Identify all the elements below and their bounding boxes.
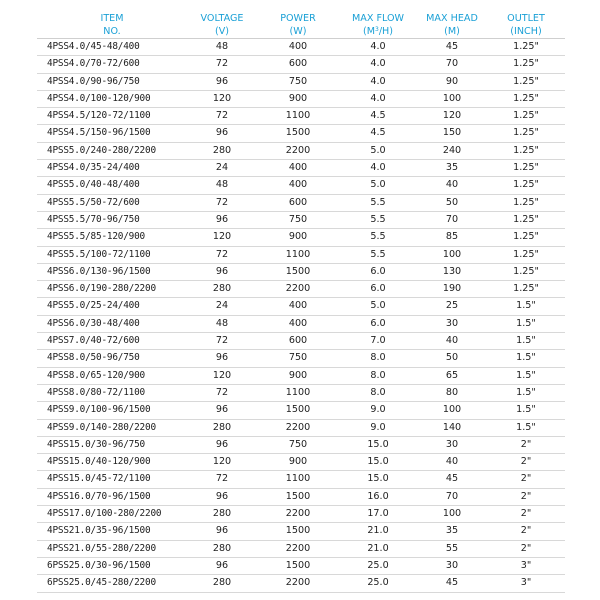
cell-item-no: 4PSS4.0/90-96/750 bbox=[37, 73, 187, 90]
table-row bbox=[37, 39, 565, 56]
cell-item-no: 4PSS5.0/25-24/400 bbox=[37, 298, 187, 315]
cell-item-no: 6PSS25.0/30-96/1500 bbox=[37, 557, 187, 574]
header-max-flow: MAX FLOW bbox=[351, 13, 405, 24]
cell-outlet: 1.5" bbox=[487, 419, 565, 436]
cell-max-head: 40 bbox=[417, 333, 487, 350]
cell-power: 600 bbox=[257, 56, 339, 73]
cell-voltage: 96 bbox=[187, 557, 257, 574]
header-row-2 bbox=[37, 25, 565, 39]
cell-max-flow: 15.0 bbox=[339, 471, 417, 488]
cell-voltage: 120 bbox=[187, 90, 257, 107]
cell-max-flow: 5.5 bbox=[339, 211, 417, 228]
cell-outlet: 1.25" bbox=[487, 281, 565, 298]
cell-voltage: 120 bbox=[187, 229, 257, 246]
cell-voltage: 96 bbox=[187, 263, 257, 280]
table-row bbox=[37, 177, 565, 194]
cell-item-no: 4PSS9.0/140-280/2200 bbox=[37, 419, 187, 436]
cell-max-head: 100 bbox=[417, 402, 487, 419]
cell-voltage: 72 bbox=[187, 333, 257, 350]
cell-max-head: 70 bbox=[417, 56, 487, 73]
table-row bbox=[37, 142, 565, 159]
cell-outlet: 1.25" bbox=[487, 90, 565, 107]
cell-outlet: 3" bbox=[487, 557, 565, 574]
header-max-head: MAX HEAD bbox=[426, 13, 478, 24]
cell-power: 750 bbox=[257, 350, 339, 367]
cell-item-no: 4PSS9.0/100-96/1500 bbox=[37, 402, 187, 419]
cell-max-flow: 5.0 bbox=[339, 298, 417, 315]
cell-max-flow: 4.0 bbox=[339, 90, 417, 107]
cell-max-flow: 6.0 bbox=[339, 263, 417, 280]
cell-max-head: 140 bbox=[417, 419, 487, 436]
cell-outlet: 1.25" bbox=[487, 194, 565, 211]
cell-voltage: 120 bbox=[187, 367, 257, 384]
cell-item-no: 4PSS8.0/50-96/750 bbox=[37, 350, 187, 367]
cell-voltage: 96 bbox=[187, 488, 257, 505]
cell-outlet: 1.5" bbox=[487, 333, 565, 350]
cell-outlet: 1.25" bbox=[487, 177, 565, 194]
header-power-unit: (W) bbox=[257, 25, 339, 39]
cell-voltage: 280 bbox=[187, 506, 257, 523]
cell-max-flow: 6.0 bbox=[339, 315, 417, 332]
cell-item-no: 4PSS4.0/70-72/600 bbox=[37, 56, 187, 73]
cell-max-head: 100 bbox=[417, 506, 487, 523]
cell-outlet: 2" bbox=[487, 471, 565, 488]
cell-max-head: 45 bbox=[417, 39, 487, 56]
cell-voltage: 96 bbox=[187, 402, 257, 419]
cell-power: 600 bbox=[257, 333, 339, 350]
cell-power: 750 bbox=[257, 436, 339, 453]
cell-voltage: 72 bbox=[187, 384, 257, 401]
pump-spec-table bbox=[37, 12, 565, 593]
cell-item-no: 4PSS7.0/40-72/600 bbox=[37, 333, 187, 350]
table-row bbox=[37, 125, 565, 142]
cell-outlet: 1.25" bbox=[487, 263, 565, 280]
table-row bbox=[37, 402, 565, 419]
table-row bbox=[37, 488, 565, 505]
cell-voltage: 120 bbox=[187, 454, 257, 471]
cell-power: 2200 bbox=[257, 540, 339, 557]
cell-power: 1100 bbox=[257, 471, 339, 488]
table-row bbox=[37, 350, 565, 367]
cell-outlet: 1.25" bbox=[487, 142, 565, 159]
table-row bbox=[37, 108, 565, 125]
cell-max-flow: 4.0 bbox=[339, 73, 417, 90]
cell-max-flow: 9.0 bbox=[339, 419, 417, 436]
cell-power: 1500 bbox=[257, 557, 339, 574]
cell-max-head: 70 bbox=[417, 488, 487, 505]
cell-item-no: 4PSS21.0/55-280/2200 bbox=[37, 540, 187, 557]
cell-power: 1500 bbox=[257, 263, 339, 280]
cell-voltage: 48 bbox=[187, 177, 257, 194]
cell-power: 600 bbox=[257, 194, 339, 211]
cell-max-head: 40 bbox=[417, 454, 487, 471]
cell-max-head: 65 bbox=[417, 367, 487, 384]
cell-item-no: 4PSS4.5/150-96/1500 bbox=[37, 125, 187, 142]
cell-power: 1500 bbox=[257, 488, 339, 505]
cell-item-no: 4PSS4.0/35-24/400 bbox=[37, 160, 187, 177]
header-max-head-unit: (M) bbox=[417, 25, 487, 39]
cell-voltage: 72 bbox=[187, 56, 257, 73]
cell-voltage: 96 bbox=[187, 211, 257, 228]
cell-outlet: 1.5" bbox=[487, 367, 565, 384]
cell-power: 1500 bbox=[257, 125, 339, 142]
cell-max-head: 150 bbox=[417, 125, 487, 142]
cell-item-no: 4PSS5.5/85-120/900 bbox=[37, 229, 187, 246]
cell-outlet: 1.25" bbox=[487, 211, 565, 228]
cell-outlet: 1.5" bbox=[487, 402, 565, 419]
cell-max-head: 30 bbox=[417, 436, 487, 453]
cell-outlet: 2" bbox=[487, 436, 565, 453]
table-row bbox=[37, 471, 565, 488]
cell-max-flow: 25.0 bbox=[339, 575, 417, 592]
cell-max-head: 50 bbox=[417, 194, 487, 211]
cell-power: 1500 bbox=[257, 402, 339, 419]
cell-outlet: 1.25" bbox=[487, 246, 565, 263]
cell-voltage: 96 bbox=[187, 523, 257, 540]
cell-max-flow: 5.0 bbox=[339, 177, 417, 194]
cell-power: 1500 bbox=[257, 523, 339, 540]
cell-power: 900 bbox=[257, 90, 339, 107]
cell-item-no: 4PSS5.0/240-280/2200 bbox=[37, 142, 187, 159]
table-row bbox=[37, 90, 565, 107]
cell-max-flow: 5.5 bbox=[339, 194, 417, 211]
cell-max-head: 45 bbox=[417, 471, 487, 488]
cell-max-flow: 5.0 bbox=[339, 142, 417, 159]
cell-item-no: 4PSS6.0/30-48/400 bbox=[37, 315, 187, 332]
cell-voltage: 280 bbox=[187, 142, 257, 159]
header-outlet-unit: (INCH) bbox=[487, 25, 565, 39]
cell-item-no: 4PSS4.5/120-72/1100 bbox=[37, 108, 187, 125]
cell-voltage: 280 bbox=[187, 281, 257, 298]
cell-item-no: 4PSS8.0/65-120/900 bbox=[37, 367, 187, 384]
cell-voltage: 24 bbox=[187, 160, 257, 177]
header-item: ITEM bbox=[100, 13, 124, 24]
cell-max-flow: 6.0 bbox=[339, 281, 417, 298]
cell-max-flow: 4.0 bbox=[339, 39, 417, 56]
cell-outlet: 1.25" bbox=[487, 108, 565, 125]
cell-item-no: 4PSS16.0/70-96/1500 bbox=[37, 488, 187, 505]
cell-max-flow: 16.0 bbox=[339, 488, 417, 505]
cell-max-flow: 4.0 bbox=[339, 56, 417, 73]
cell-power: 400 bbox=[257, 39, 339, 56]
cell-power: 900 bbox=[257, 229, 339, 246]
table-row bbox=[37, 229, 565, 246]
table-row bbox=[37, 298, 565, 315]
table-row bbox=[37, 367, 565, 384]
cell-item-no: 4PSS4.0/100-120/900 bbox=[37, 90, 187, 107]
cell-item-no: 4PSS5.5/70-96/750 bbox=[37, 211, 187, 228]
cell-max-flow: 5.5 bbox=[339, 246, 417, 263]
table-row bbox=[37, 436, 565, 453]
cell-outlet: 1.5" bbox=[487, 384, 565, 401]
cell-outlet: 2" bbox=[487, 488, 565, 505]
table-row bbox=[37, 333, 565, 350]
cell-item-no: 4PSS5.5/100-72/1100 bbox=[37, 246, 187, 263]
cell-max-flow: 21.0 bbox=[339, 523, 417, 540]
cell-max-head: 190 bbox=[417, 281, 487, 298]
cell-max-flow: 8.0 bbox=[339, 350, 417, 367]
cell-outlet: 1.25" bbox=[487, 39, 565, 56]
cell-outlet: 1.25" bbox=[487, 160, 565, 177]
cell-max-head: 30 bbox=[417, 557, 487, 574]
cell-max-head: 80 bbox=[417, 384, 487, 401]
cell-item-no: 4PSS15.0/40-120/900 bbox=[37, 454, 187, 471]
cell-power: 1100 bbox=[257, 384, 339, 401]
cell-voltage: 96 bbox=[187, 73, 257, 90]
cell-power: 400 bbox=[257, 160, 339, 177]
cell-max-head: 90 bbox=[417, 73, 487, 90]
cell-item-no: 4PSS5.5/50-72/600 bbox=[37, 194, 187, 211]
cell-voltage: 280 bbox=[187, 540, 257, 557]
cell-power: 750 bbox=[257, 73, 339, 90]
cell-voltage: 280 bbox=[187, 419, 257, 436]
cell-max-head: 35 bbox=[417, 160, 487, 177]
cell-item-no: 4PSS17.0/100-280/2200 bbox=[37, 506, 187, 523]
table-row bbox=[37, 506, 565, 523]
header-item-unit: NO. bbox=[37, 25, 187, 39]
cell-max-head: 45 bbox=[417, 575, 487, 592]
cell-power: 2200 bbox=[257, 281, 339, 298]
cell-power: 900 bbox=[257, 454, 339, 471]
cell-max-head: 120 bbox=[417, 108, 487, 125]
flow-unit-post: /H) bbox=[378, 26, 394, 37]
table-body bbox=[37, 39, 565, 593]
flow-unit-pre: (M bbox=[362, 26, 375, 37]
cell-power: 400 bbox=[257, 315, 339, 332]
cell-voltage: 24 bbox=[187, 298, 257, 315]
cell-outlet: 2" bbox=[487, 454, 565, 471]
cell-voltage: 48 bbox=[187, 315, 257, 332]
cell-max-head: 50 bbox=[417, 350, 487, 367]
table-row bbox=[37, 246, 565, 263]
header-voltage: VOLTAGE bbox=[200, 13, 244, 24]
header-voltage-unit: (V) bbox=[187, 25, 257, 39]
cell-outlet: 2" bbox=[487, 540, 565, 557]
table-row bbox=[37, 540, 565, 557]
header-power: POWER bbox=[280, 13, 316, 24]
header-max-flow-unit bbox=[339, 25, 417, 39]
cell-power: 2200 bbox=[257, 506, 339, 523]
table-row bbox=[37, 523, 565, 540]
cell-max-flow: 5.5 bbox=[339, 229, 417, 246]
cell-item-no: 6PSS25.0/45-280/2200 bbox=[37, 575, 187, 592]
table-row bbox=[37, 454, 565, 471]
cell-item-no: 4PSS6.0/130-96/1500 bbox=[37, 263, 187, 280]
cell-max-head: 70 bbox=[417, 211, 487, 228]
cell-max-flow: 4.0 bbox=[339, 160, 417, 177]
cell-outlet: 1.25" bbox=[487, 73, 565, 90]
cell-max-head: 35 bbox=[417, 523, 487, 540]
cell-max-flow: 8.0 bbox=[339, 367, 417, 384]
table-row bbox=[37, 384, 565, 401]
cell-outlet: 1.5" bbox=[487, 298, 565, 315]
cell-max-head: 85 bbox=[417, 229, 487, 246]
table-row bbox=[37, 194, 565, 211]
cell-item-no: 4PSS4.0/45-48/400 bbox=[37, 39, 187, 56]
cell-voltage: 72 bbox=[187, 246, 257, 263]
cell-max-head: 55 bbox=[417, 540, 487, 557]
cell-max-head: 25 bbox=[417, 298, 487, 315]
cell-max-head: 240 bbox=[417, 142, 487, 159]
cell-item-no: 4PSS15.0/45-72/1100 bbox=[37, 471, 187, 488]
cell-power: 1100 bbox=[257, 108, 339, 125]
cell-outlet: 1.25" bbox=[487, 56, 565, 73]
cell-max-head: 100 bbox=[417, 246, 487, 263]
cell-max-flow: 17.0 bbox=[339, 506, 417, 523]
table-row bbox=[37, 56, 565, 73]
table-row bbox=[37, 263, 565, 280]
table-row bbox=[37, 315, 565, 332]
cell-power: 2200 bbox=[257, 575, 339, 592]
table-row bbox=[37, 575, 565, 592]
cell-outlet: 1.25" bbox=[487, 229, 565, 246]
cell-power: 400 bbox=[257, 177, 339, 194]
cell-max-flow: 15.0 bbox=[339, 436, 417, 453]
cell-outlet: 1.5" bbox=[487, 315, 565, 332]
cell-item-no: 4PSS5.0/40-48/400 bbox=[37, 177, 187, 194]
cell-max-head: 40 bbox=[417, 177, 487, 194]
cell-item-no: 4PSS21.0/35-96/1500 bbox=[37, 523, 187, 540]
cell-max-flow: 8.0 bbox=[339, 384, 417, 401]
cell-max-flow: 4.5 bbox=[339, 125, 417, 142]
cell-voltage: 72 bbox=[187, 471, 257, 488]
cell-outlet: 1.25" bbox=[487, 125, 565, 142]
cell-outlet: 3" bbox=[487, 575, 565, 592]
header-row-1 bbox=[37, 12, 565, 25]
cell-item-no: 4PSS6.0/190-280/2200 bbox=[37, 281, 187, 298]
cell-voltage: 280 bbox=[187, 575, 257, 592]
cell-voltage: 72 bbox=[187, 108, 257, 125]
table-row bbox=[37, 160, 565, 177]
cell-voltage: 96 bbox=[187, 436, 257, 453]
cell-power: 2200 bbox=[257, 142, 339, 159]
cell-max-flow: 4.5 bbox=[339, 108, 417, 125]
cell-max-flow: 15.0 bbox=[339, 454, 417, 471]
cell-power: 400 bbox=[257, 298, 339, 315]
cell-voltage: 72 bbox=[187, 194, 257, 211]
cell-power: 750 bbox=[257, 211, 339, 228]
table-row bbox=[37, 73, 565, 90]
cell-max-flow: 9.0 bbox=[339, 402, 417, 419]
cell-power: 1100 bbox=[257, 246, 339, 263]
cell-outlet: 2" bbox=[487, 523, 565, 540]
cell-max-head: 130 bbox=[417, 263, 487, 280]
cell-voltage: 48 bbox=[187, 39, 257, 56]
flow-unit-sup: 3 bbox=[375, 26, 379, 33]
cell-voltage: 96 bbox=[187, 125, 257, 142]
table-row bbox=[37, 557, 565, 574]
header-outlet: OUTLET bbox=[507, 13, 545, 24]
table-row bbox=[37, 281, 565, 298]
cell-max-head: 30 bbox=[417, 315, 487, 332]
cell-item-no: 4PSS8.0/80-72/1100 bbox=[37, 384, 187, 401]
cell-max-head: 100 bbox=[417, 90, 487, 107]
table-header bbox=[37, 12, 565, 39]
cell-voltage: 96 bbox=[187, 350, 257, 367]
table-row bbox=[37, 419, 565, 436]
cell-outlet: 2" bbox=[487, 506, 565, 523]
cell-max-flow: 25.0 bbox=[339, 557, 417, 574]
cell-outlet: 1.5" bbox=[487, 350, 565, 367]
table-row bbox=[37, 211, 565, 228]
cell-power: 2200 bbox=[257, 419, 339, 436]
cell-max-flow: 7.0 bbox=[339, 333, 417, 350]
cell-power: 900 bbox=[257, 367, 339, 384]
spec-table-container bbox=[37, 12, 565, 593]
cell-item-no: 4PSS15.0/30-96/750 bbox=[37, 436, 187, 453]
cell-max-flow: 21.0 bbox=[339, 540, 417, 557]
